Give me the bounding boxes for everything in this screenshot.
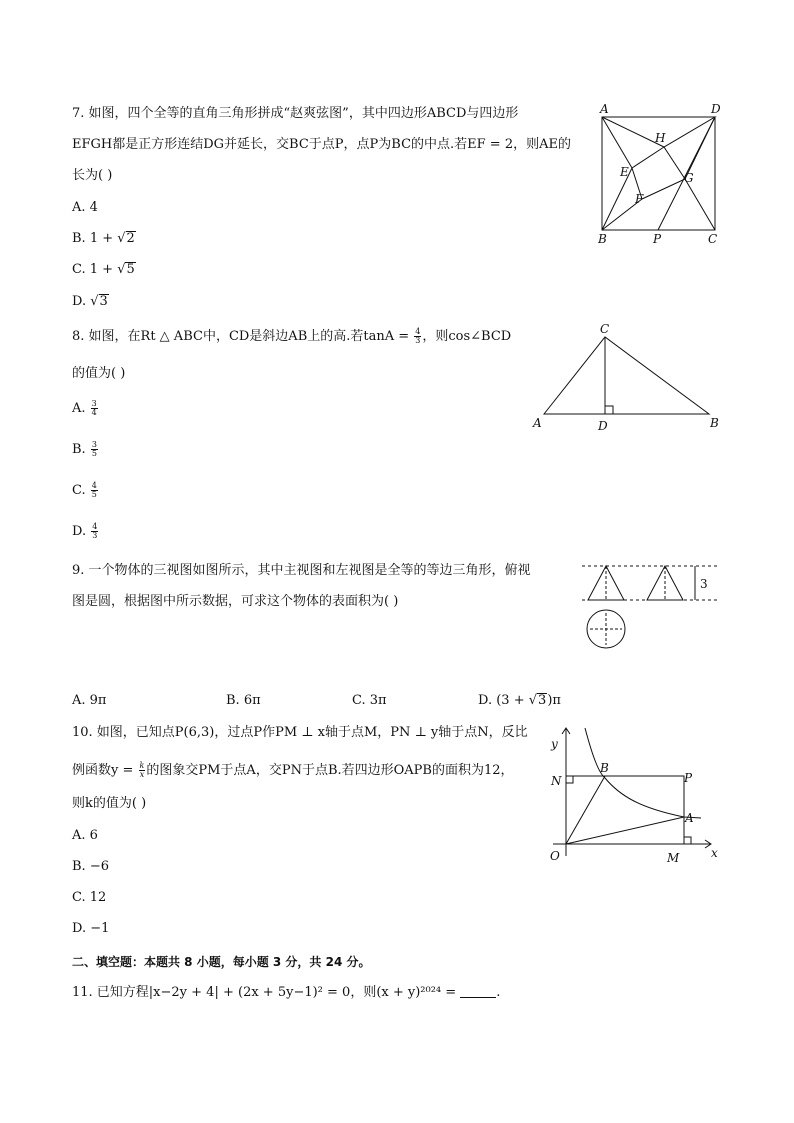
q7-option-c: C. 1 + √5 [72,262,135,277]
q8-option-c: C. $\frac{4}{5}$ [72,481,97,499]
q8-line2: 的值为( ) [72,366,126,381]
q7-figure-zhaoshuang [590,100,730,250]
q7-label-e: E [620,165,629,179]
q7-label-c: C [708,232,718,246]
q7-label-f: F [635,192,644,206]
q8-label-d: D [598,419,608,433]
q10-label-x: x [711,846,718,860]
q10-line3: 则k的值为( ) [72,796,147,811]
q7-label-h: H [655,131,666,145]
q9-option-d: D. (3 + √3)π [478,693,561,708]
q10-label-m: M [667,851,680,865]
q8-option-a: A. $\frac{3}{4}$ [72,399,97,417]
q7-label-p: P [653,232,662,246]
q9-dimension-label: 3 [700,577,708,591]
q7-label-b: B [598,232,607,246]
q10-figure-coordinate [545,718,725,868]
q10-line2: 例函数y = $\frac{k}{x}$ 的图象交PM于点A，交PN于点B.若四边形OAPB的面积为12， [72,761,514,779]
q7-label-g: G [684,171,694,185]
q9-line1: 9. 一个物体的三视图如图所示，其中主视图和左视图是全等的等边三角形，俯视 [72,563,531,578]
q7-label-d: D [711,102,721,116]
q9-option-b: B. 6π [226,693,261,708]
q7-option-d: D. √3 [72,294,108,309]
q8-line1: 8. 如图，在Rt △ ABC中，CD是斜边AB上的高.若tanA = $\frac{4}{3}$ ，则cos∠BCD [72,327,512,345]
q10-label-o: O [550,849,560,863]
section2-heading: 二、填空题：本题共 8 小题，每小题 3 分，共 24 分。 [72,955,371,969]
q11-answer-blank[interactable] [460,985,496,998]
q10-label-b: B [600,761,609,775]
q9-option-a: A. 9π [72,693,107,708]
q10-option-a: A. 6 [72,828,98,843]
q8-label-b: B [710,416,719,430]
q11-text: 11. 已知方程|x−2y + 4| + (2x + 5y−1)² = 0，则(x + y)²⁰²⁴ = . [72,985,501,1000]
q8-option-d: D. $\frac{4}{3}$ [72,522,98,540]
q7-option-a: A. 4 [72,200,98,215]
q10-line1: 10. 如图，已知点P(6,3)，过点P作PM ⊥ x轴于点M，PN ⊥ y轴于点N，反比 [72,725,528,740]
q7-line2: EFGH都是正方形连结DG并延长，交BC于点P，点P为BC的中点.若EF = 2，则AE的 [72,137,571,152]
q10-rect-pn-pm [566,776,684,844]
q10-label-p: P [684,771,693,785]
q7-option-b: B. 1 + √2 [72,231,135,246]
q8-label-c: C [600,322,610,336]
q10-label-y: y [551,737,558,751]
q7-label-a: A [600,102,609,116]
q9-line2: 图是圆，根据图中所示数据，可求这个物体的表面积为( ) [72,594,399,609]
q7-line1: 7. 如图，四个全等的直角三角形拼成“赵爽弦图”，其中四边形ABCD与四边形 [72,106,519,121]
q10-label-n: N [551,774,562,788]
q10-label-a: A [685,811,694,825]
q10-option-b: B. −6 [72,859,109,874]
q9-figure-three-views [580,555,730,655]
q10-option-d: D. −1 [72,921,110,936]
q8-figure-triangle [528,320,728,435]
q8-label-a: A [533,416,542,430]
q7-line3: 长为( ) [72,168,113,183]
q10-option-c: C. 12 [72,890,107,905]
q8-option-b: B. $\frac{3}{5}$ [72,440,97,458]
q9-option-c: C. 3π [352,693,387,708]
